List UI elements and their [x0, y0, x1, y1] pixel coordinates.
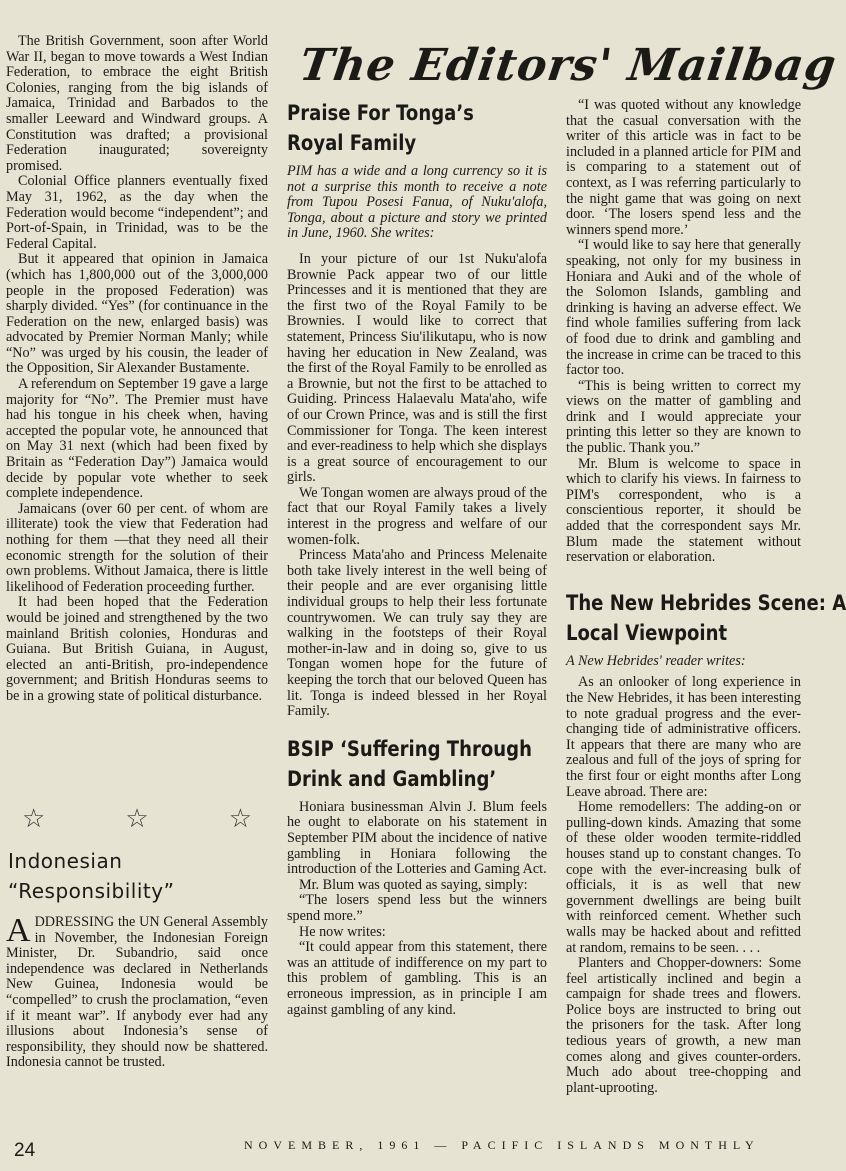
- indonesian-article: [6, 912, 268, 1071]
- indonesian-heading: [8, 846, 268, 906]
- editor-intro: PIM has a wide and a long currency so it is not a surprise this month to receive a note from Tupou Posesi Fanua, of Nuku'alofa, Tonga, about a picture and story we printed in June, 1960. She writes:: [287, 163, 547, 242]
- star-icon: ☆: [228, 804, 252, 833]
- body-paragraph: Jamaicans (over 60 per cent. of whom are illiterate) took the view that Federation had nothing for them —that they need all their economic strength for the solution of their own problems. Without Jamaica, there is little likelihood of Federation proceeding further.: [6, 500, 268, 595]
- heading-line: BSIP ‘Suffering Through: [287, 736, 532, 761]
- body-paragraph: A referendum on September 19 gave a large majority for “No”. The Premier must have had his tongue in his cheek when, having accepted the popular vote, he announced that on May 31 next (which had been fixed by Britain as “Federation Day”) Jamaica would decide by popular vote whether to seek complete independence.: [6, 376, 268, 502]
- heading-line: Indonesian: [8, 849, 123, 873]
- tonga-heading: [287, 98, 511, 158]
- middle-column: [287, 98, 547, 1018]
- body-paragraph: We Tongan women are always proud of the fact that our Royal Family takes a lively interest in the progress and welfare of our women-folk.: [287, 484, 547, 548]
- body-paragraph: It had been hoped that the Federation would be joined and strengthened by the two mainland British colonies, Honduras and Guiana. But British Guiana, in August, elected an anti-British, pro-independence government; and British Honduras seems to be in a growing state of political disturbance.: [6, 594, 268, 704]
- byline: A New Hebrides' reader writes:: [566, 652, 746, 669]
- body-paragraph: But it appeared that opinion in Jamaica (which has 1,800,000 out of the 3,000,000 people in the proposed Federation) was sharply divided. “Yes” (for continuance in the Federation on the new, enlarged basis) was advocated by Premier Norman Manly; while “No” was urged by his cousin, the leader of the Opposition, Sir Alexander Bustamente.: [6, 251, 268, 377]
- star-divider: [22, 804, 252, 834]
- star-icon: ☆: [125, 804, 149, 833]
- body-paragraph: Colonial Office planners eventually fixed May 31, 1962, as the day when the Federation would become “independent”; and Port-of-Spain, in Trinidad, was to be the Federal Capital.: [6, 173, 268, 252]
- drop-cap: A: [6, 912, 31, 949]
- west-indies-article: [6, 34, 268, 705]
- body-paragraph: Princess Mata'aho and Princess Melenaite both take lively interest in the well being of their people and are ever organising little individual groups to help their less fortunate countrywomen. We can truly say they are walking in the footsteps of their Royal mother-in-law and in doing so, give to us Tongan women hope for the future of keeping the torch that our beloved Queen has lit. Tonga is indeed blessed in her Royal Family.: [287, 547, 547, 720]
- body-paragraph: As an onlooker of long experience in the New Hebrides, it has been interesting to note gradual progress and the ever-changing tide of administrative officers. It appears that there are many who are zealous and full of the joys of spring for the first four or eight months after Long Leave abroad. There are:: [566, 674, 801, 800]
- body-paragraph: In your picture of our 1st Nuku'alofa Brownie Pack appear two of our little Princesses and it is mentioned that they are the first two of the Royal Family to be Brownies. I would like to correct that statement, Princess Siu'ilikutapu, who is now having her education in New Zealand, was the first of the Royal Family to be enrolled as a Brownie, but not the first to be attached to Guiding. Princess Halaevalu Mata'aho, wife of our Crown Prince, was and is still the first Commissioner for Tonga. The keen interest and ever-readiness to help which she displays is a great source of encouragement to our girls.: [287, 250, 547, 486]
- body-paragraph: Home remodellers: The adding-on or pulling-down kinds. Amazing that some of these older wooden termite-riddled houses stand up to constant changes. To cope with the ever-increasing bulk of officials, it is as well that new government dwellings are being built with reinforced cement. Whether such walls may be hacked about and refitted at random, remains to be seen. . . .: [566, 799, 801, 956]
- page-number: 24: [14, 1140, 36, 1161]
- drop-cap-text: DDRESSING the UN General Assembly in November, the Indonesian Foreign Minister, Dr. Subandrio, said once independence was declared in Netherlands New Guinea, Indonesia would be “compelled” to crush the proclamation, “even if it meant war”. If anybody ever had any illusions about Indonesia’s sense of responsibility, they should now be shattered. Indonesia cannot be trusted.: [6, 914, 268, 1071]
- body-paragraph: “I would like to say here that generally speaking, not only for my business in Honiara and Auki and of the whole of the Solomon Islands, gambling and drinking is having an adverse effect. We find whole families suffering from lack of food due to drink and gambling and the increase in crime can be traced to this factor too.: [566, 237, 801, 379]
- body-paragraph: Mr. Blum was quoted as saying, simply:: [299, 876, 528, 893]
- masthead-title: The Editors' Mailbag: [296, 40, 840, 91]
- heading-line: The New Hebrides Scene: A: [566, 590, 846, 615]
- heading-line: Drink and Gambling’: [287, 766, 497, 791]
- heading-line: Praise For Tonga’s: [287, 101, 474, 125]
- body-paragraph: “The losers spend less but the winners spend more.”: [287, 892, 547, 924]
- heading-line: “Responsibility”: [8, 879, 175, 903]
- bsip-heading: [287, 734, 532, 794]
- body-paragraph: [6, 912, 268, 1071]
- body-paragraph: The British Government, soon after World War II, began to move towards a West Indian Federation, to embrace the eight British Colonies, ranging from the big islands of Jamaica, Trinidad and Barbados to the smaller Leeward and Windward groups. A Constitution was drafted; a provisional Federation inaugurated; sovereignty promised.: [6, 33, 268, 174]
- body-paragraph: “I was quoted without any knowledge that the casual conversation with the writer of this article was in fact to be included in a planned article for PIM and is comparing to a statement out of context, as I was referring particularly to the night game that was going on next door. ‘The losers spend less and the winners spend more.’: [566, 97, 801, 238]
- body-paragraph: Honiara businessman Alvin J. Blum feels he ought to elaborate on his statement in September PIM about the incidence of native gambling in Honiara following the introduction of the Lotteries and Gaming Act.: [287, 798, 547, 878]
- body-paragraph: “This is being written to correct my views on the matter of gambling and drink and I would appreciate your printing this letter so they are known to the public. Thank you.”: [566, 377, 801, 457]
- star-icon: ☆: [22, 804, 46, 833]
- body-paragraph: Planters and Chopper-downers: Some feel artistically inclined and begin a campaign for shade trees and flowers. Police boys are instructed to bring out the prisoners for the task. After long tedious years of growth, a new man comes along and gives counter-orders. Much ado about tree-chopping and plant-uprooting.: [566, 955, 801, 1096]
- body-paragraph: He now writes:: [299, 923, 386, 940]
- heading-line: Local Viewpoint: [566, 620, 728, 645]
- page-footer: [0, 1128, 801, 1168]
- heading-line: Royal Family: [287, 131, 417, 155]
- body-paragraph: “It could appear from this statement, there was an attitude of indifference on my part to this problem of gambling. This is an erroneous impression, as in principle I am against gambling of any kind.: [287, 939, 547, 1018]
- issue-line: NOVEMBER, 1961 — PACIFIC ISLANDS MONTHLY: [244, 1138, 760, 1152]
- right-column: [566, 97, 846, 1096]
- new-hebrides-heading: [566, 588, 846, 648]
- body-paragraph: Mr. Blum is welcome to space in which to clarify his views. In fairness to PIM's correspondent, who is a conscientious reporter, it should be added that the correspondent says Mr. Blum made the statement without reservation or elaboration.: [566, 455, 801, 566]
